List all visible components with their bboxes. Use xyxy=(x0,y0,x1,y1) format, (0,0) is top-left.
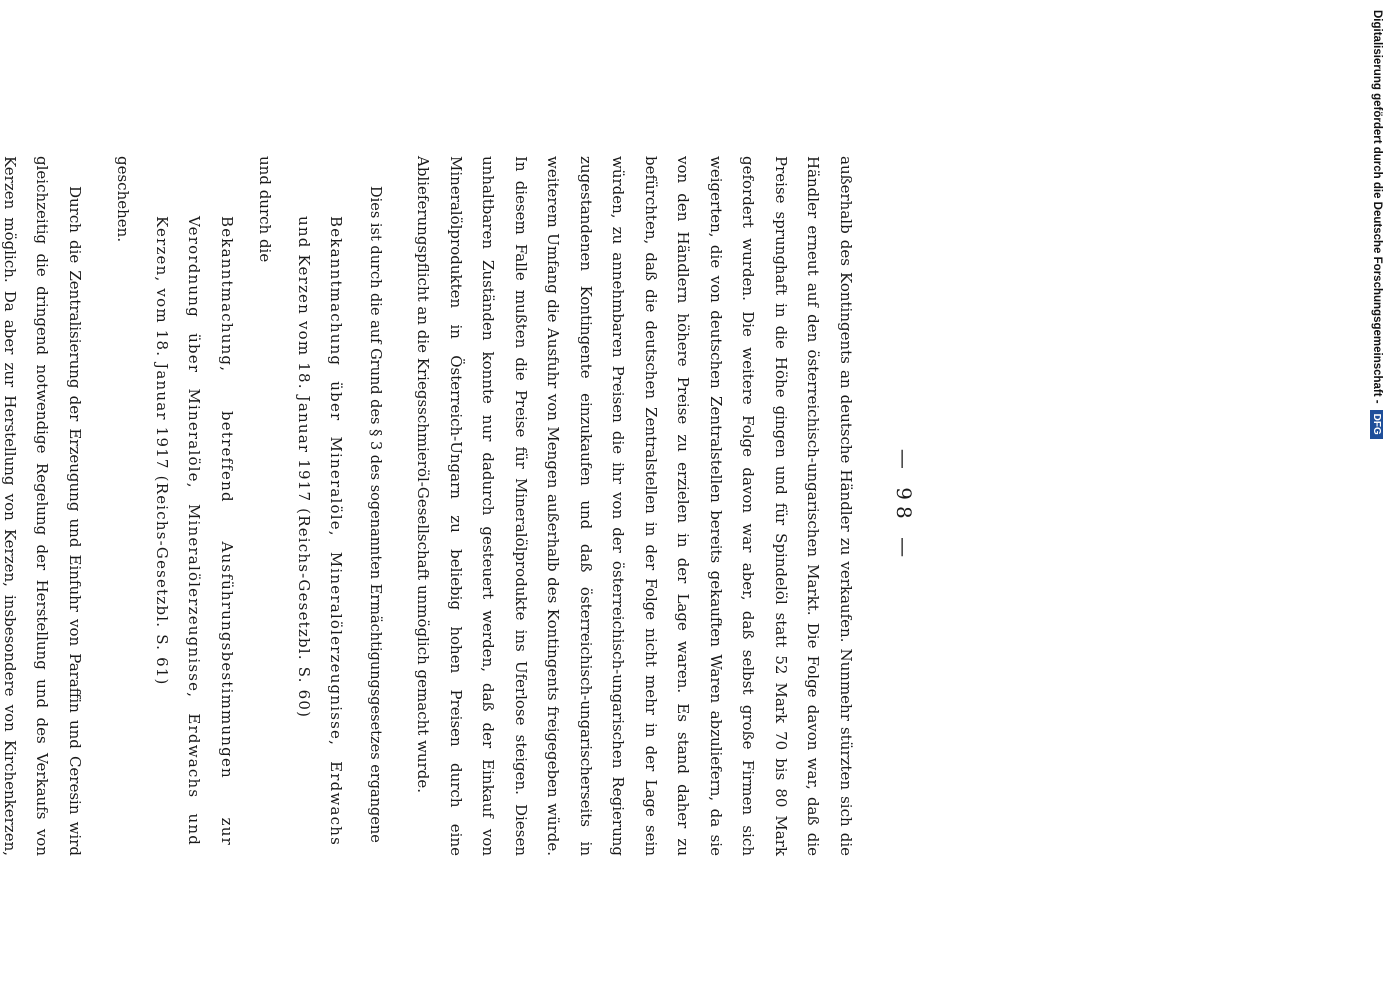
paragraph-7: Durch die Zentralisierung der Erzeugung und Einfuhr von Paraffin und Ceresin wird gleichzeitig die dringend notwendige Regelung der Herstellung und des Verkaufs von Kerzen möglich. Da aber zur Herstellung von Kerzen, insbesondere von Kirchenkerzen, xyxy=(1,156,84,856)
paragraph-6: geschehen. xyxy=(114,156,133,243)
decree-reference-2: Bekanntmachung, betreffend Ausführungsbestimmungen zur Verordnung über Mineralöle, Mineralölerzeugnisse, Erdwachs und Kerzen, vom 18. Januar 1917 (Reichs-Gesetzbl. S. 61) xyxy=(153,216,236,846)
scanned-page xyxy=(1,70,1260,930)
digitization-credit-strip xyxy=(1349,0,1383,1000)
rotated-text-block xyxy=(1,156,916,856)
paragraph-2: Dies ist durch die auf Grund des § 3 des sogenannten Ermächtigungsgesetzes ergangene xyxy=(367,186,383,843)
text-column xyxy=(0,156,916,856)
paragraph-1: außerhalb des Kontingents an deutsche Händler zu verkaufen. Nunmehr stürzten sich die Händler erneut auf den österreichisch-ungarischen Markt. Die Folge davon war, daß die Preise sprunghaft in die Höhe gingen und für Spindelöl statt 52 Mark 70 bis 80 Mark gefordert wurden. Die weitere Folge davon war aber, daß selbst große Firmen sich weigerten, die von deutschen Zentralstellen bereits gekauften Waren abzuliefern, da sie von den Händlern höhere Preise zu erzielen in der Lage waren. Es stand daher zu befürchten, daß die deutschen Zentralstellen in der Folge nicht mehr in der Lage sein würden, zu annehmbaren Preisen die ihr von der österreichisch-ungarischen Regierung zugestandenen Kontingente einzukaufen und daß österreichisch-ungarischerseits in weiterem Umfang die Ausfuhr von Mengen außerhalb des Kontingents freigegeben würde. In diesem Falle mußten die Preise für Mineralölprodukte ins Uferlose steigen. Diesen unhaltbaren Zuständen konnte nur dadurch gesteuert werden, daß der Einkauf von Mineralölprodukten in Österreich-Ungarn zu beliebig hohen Preisen durch eine Ablieferungspflicht an die Kriegsschmieröl-Gesellschaft unmöglich gemacht wurde. xyxy=(414,156,855,856)
paragraph-4: und durch die xyxy=(256,156,275,263)
decree-reference-1: Bekanntmachung über Mineralöle, Mineralölerzeugnisse, Erdwachs und Kerzen vom 18. Januar 1917 (Reichs-Gesetzbl. S. 60) xyxy=(295,216,346,846)
credit-text: Digitalisierung gefördert durch die Deutsche Forschungsgemeinschaft - xyxy=(1371,10,1383,404)
dfg-logo: DFG xyxy=(1370,410,1383,439)
digitization-credit xyxy=(1370,10,1383,439)
page-number: — 98 — xyxy=(892,448,916,564)
